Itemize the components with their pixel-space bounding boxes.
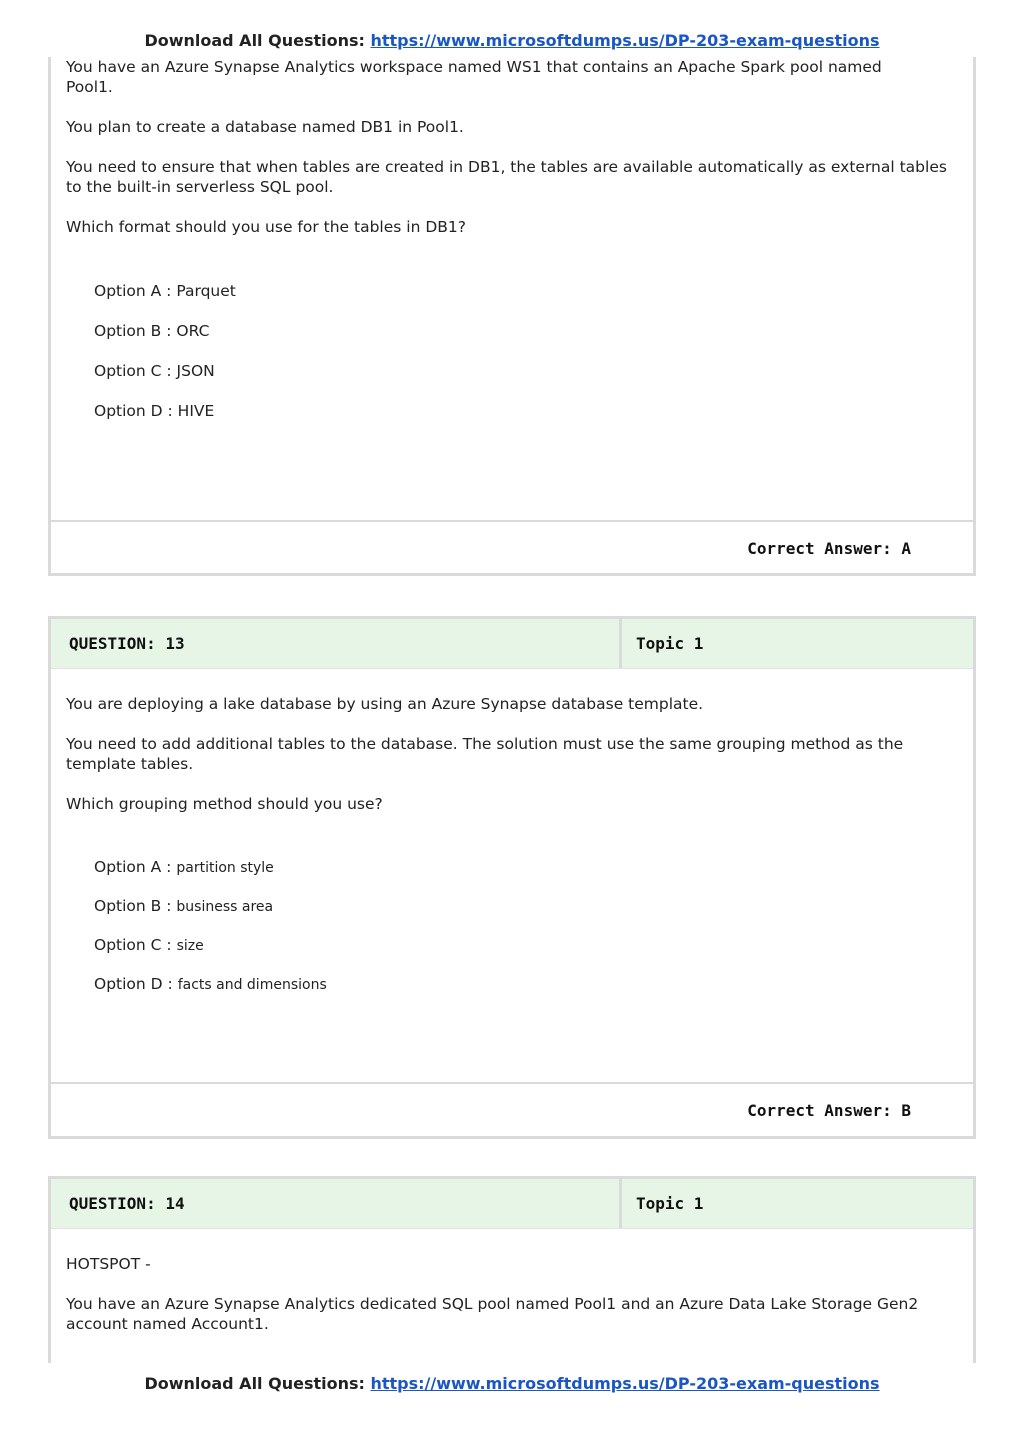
download-banner-bottom [0, 1374, 1024, 1393]
question-text: You have an Azure Synapse Analytics workspace named WS1 that contains an Apache Spark pool named Pool1. [66, 58, 882, 96]
question-text: You have an Azure Synapse Analytics dedicated SQL pool named Pool1 and an Azure Data Lake Storage Gen2 account named Account1. [66, 1295, 919, 1333]
answer-row [51, 520, 973, 574]
options-list [66, 281, 958, 421]
option-text: partition style [176, 860, 274, 876]
question-prompt: Which format should you use for the tables in DB1? [66, 218, 466, 236]
question-text: You plan to create a database named DB1 in Pool1. [66, 118, 464, 136]
option-text: size [176, 938, 204, 954]
download-label: Download All Questions: [144, 31, 365, 50]
question-number: QUESTION: 14 [51, 1179, 622, 1228]
option-d[interactable]: Option D : HIVE [94, 402, 215, 420]
option-prefix: Option C : [94, 936, 172, 954]
option-a[interactable]: Option A : Parquet [94, 282, 236, 300]
option-prefix: Option A : [94, 858, 172, 876]
download-label: Download All Questions: [144, 1374, 365, 1393]
question-topic: Topic 1 [636, 634, 704, 653]
question-number: QUESTION: 13 [51, 619, 622, 668]
question-text: You need to add additional tables to the database. The solution must use the same grouping method as the template tables. [66, 735, 904, 773]
option-text: facts and dimensions [177, 977, 327, 993]
option-b[interactable]: Option B : ORC [94, 322, 210, 340]
download-banner-top [0, 31, 1024, 50]
question-prompt: Which grouping method should you use? [66, 795, 383, 813]
question-card-12 [48, 57, 976, 576]
answer-row [51, 1082, 973, 1136]
question-card-14 [48, 1176, 976, 1363]
question-body [51, 57, 973, 421]
question-topic: Topic 1 [636, 1194, 704, 1213]
option-d[interactable] [94, 974, 958, 995]
option-text: business area [176, 899, 274, 915]
download-link[interactable]: https://www.microsoftdumps.us/DP-203-exam-questions [370, 31, 880, 50]
question-header [51, 619, 973, 669]
question-text: HOTSPOT - [66, 1255, 151, 1273]
option-prefix: Option B : [94, 897, 172, 915]
option-c[interactable]: Option C : JSON [94, 362, 215, 380]
question-text: You need to ensure that when tables are created in DB1, the tables are available automatically as external tables to the built-in serverless SQL pool. [66, 158, 947, 196]
question-card-13 [48, 616, 976, 1139]
question-body [51, 694, 973, 995]
download-link[interactable]: https://www.microsoftdumps.us/DP-203-exam-questions [370, 1374, 880, 1393]
question-text: You are deploying a lake database by using an Azure Synapse database template. [66, 695, 704, 713]
option-prefix: Option D : [94, 975, 173, 993]
correct-answer: Correct Answer: A [747, 539, 911, 558]
option-b[interactable] [94, 896, 958, 917]
option-c[interactable] [94, 935, 958, 956]
correct-answer: Correct Answer: B [747, 1101, 911, 1120]
question-header [51, 1179, 973, 1229]
option-a[interactable] [94, 857, 958, 878]
options-list [66, 857, 958, 995]
question-body [51, 1254, 973, 1334]
